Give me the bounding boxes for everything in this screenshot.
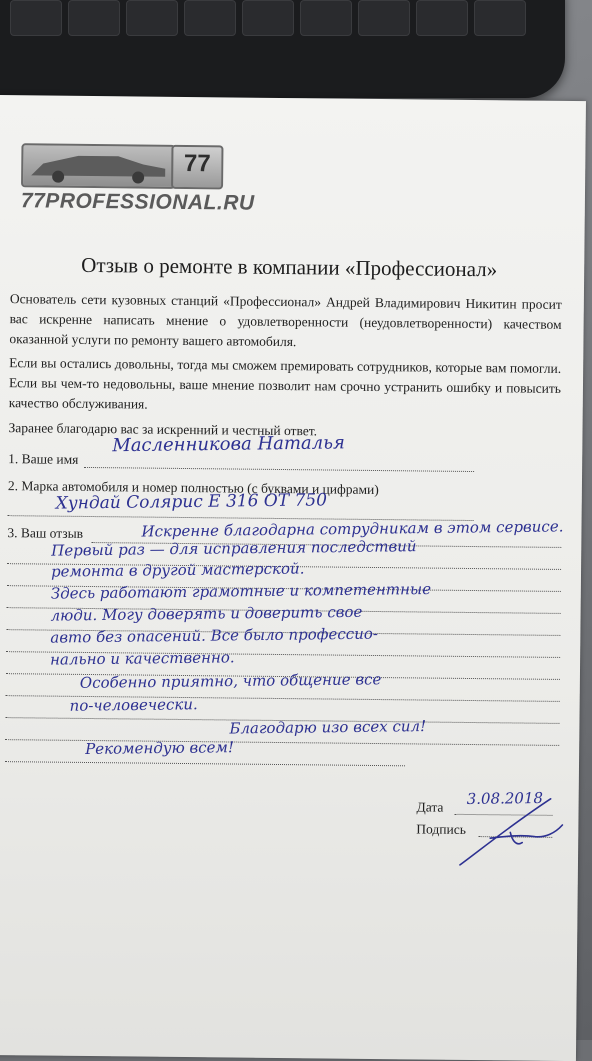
- handwritten-review-line: Рекомендую всем!: [85, 738, 235, 758]
- handwritten-review-line: ремонта в другой мастерской.: [50, 559, 305, 581]
- name-field-label: 1. Ваше имя: [8, 451, 79, 467]
- region-badge: [171, 145, 223, 190]
- keyboard-key: [10, 0, 62, 36]
- logo-site-name: 77PROFESSIONAL.RU: [20, 189, 255, 215]
- handwritten-review-line: Благодарю изо всех сил!: [229, 717, 427, 738]
- handwritten-name: Масленникова Наталья: [112, 432, 346, 457]
- review-field-label: 3. Ваш отзыв: [7, 525, 84, 541]
- handwritten-review-line: нально и качественно.: [49, 648, 235, 669]
- feedback-form-sheet: [0, 95, 586, 1061]
- handwritten-review-line: Первый раз — для исправления последствий: [51, 537, 417, 560]
- keyboard-key: [242, 0, 294, 36]
- keyboard-key: [358, 0, 410, 36]
- signature-label: Подпись: [416, 821, 466, 837]
- handwritten-date: 3.08.2018: [466, 789, 544, 808]
- form-title: Отзыв о ремонте в компании «Профессионал»: [81, 252, 498, 282]
- thanks-line: Заранее благодарю вас за искренний и честный ответ.: [8, 420, 318, 439]
- keyboard-key: [474, 0, 526, 36]
- review-line: [5, 761, 405, 766]
- handwritten-review-line: Искренне благодарна сотрудникам в этом сервисе.: [141, 517, 564, 541]
- keyboard-key: [300, 0, 352, 36]
- keyboard-key: [416, 0, 468, 36]
- date-label: Дата: [416, 799, 444, 815]
- keyboard-key: [126, 0, 178, 36]
- car-silhouette-icon: [21, 143, 175, 189]
- company-logo: [20, 143, 255, 221]
- car-field-label: 2. Марка автомобиля и номер полностью (с буквами и цифрами): [7, 478, 379, 498]
- handwritten-review-line: Здесь работают грамотные и компетентные: [50, 579, 432, 603]
- handwritten-review-line: авто без опасений. Все было профессио-: [50, 624, 379, 647]
- keyboard-key: [184, 0, 236, 36]
- handwritten-review-line: Особенно приятно, что общение все: [79, 670, 382, 692]
- keyboard: [0, 0, 565, 98]
- handwritten-review-line: по-человечески.: [69, 695, 198, 715]
- handwritten-review-line: люди. Могу доверять и доверить свое: [50, 602, 363, 625]
- handwritten-signature: [450, 790, 571, 871]
- purpose-paragraph: Если вы остались довольны, тогда мы сможем премировать сотрудников, которые вам помогли. Если вы чем-то недовольны, ваше мнение позволит нам срочно устранить ошибку и повысить качество обслуживания.: [8, 355, 562, 412]
- handwritten-car: Хундай Солярис Е 316 ОТ 750: [55, 490, 328, 514]
- keyboard-key: [68, 0, 120, 36]
- name-field-line: [84, 467, 474, 472]
- region-badge-number: 77: [183, 149, 211, 178]
- intro-paragraph: Основатель сети кузовных станций «Профессионал» Андрей Владимирович Никитин просит вас искренне написать мнение о удовлетворенности (неудовлетворенности) качеством оказанной услуги по ремонту вашего автомобиля.: [9, 291, 562, 350]
